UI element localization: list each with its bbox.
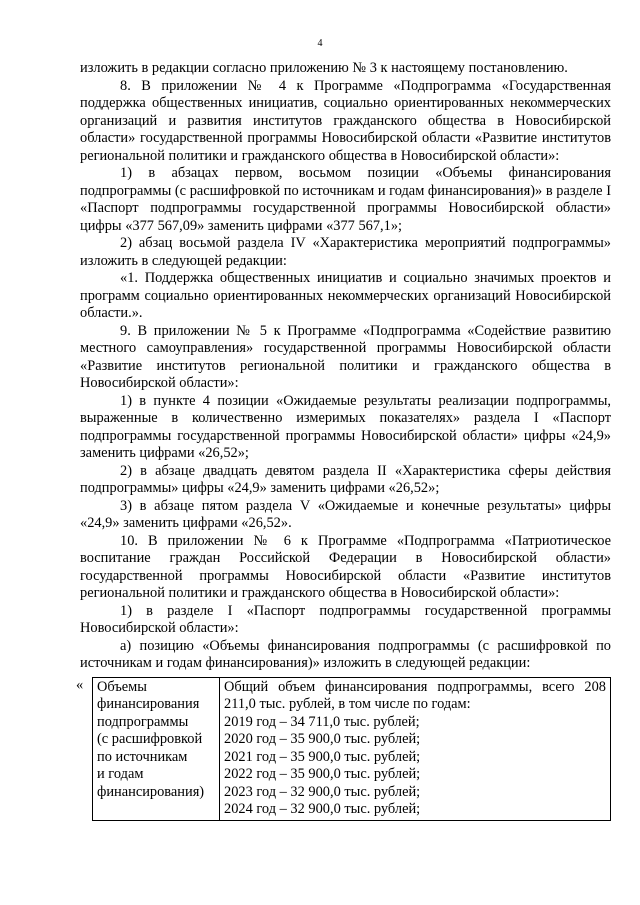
page-number: 4: [317, 38, 323, 49]
paragraph: 1) в пункте 4 позиции «Ожидаемые результаты реализации подпрограммы, выраженные в количественно измеримых показателях» раздела I «Паспорт подпрограммы государственной программы Новосибирской области» цифры «24,9» заменить цифрами «26,52»;: [80, 392, 611, 461]
paragraph: 10. В приложении № 6 к Программе «Подпрограмма «Патриотическое воспитание граждан Российской Федерации в Новосибирской области» государственной программы Новосибирской области «Развитие институтов региональной политики и гражданского общества в Новосибирской области»:: [80, 532, 611, 601]
year-line: 2024 год – 32 900,0 тыс. рублей;: [224, 801, 421, 817]
paragraph: 2) абзац восьмой раздела IV «Характеристика мероприятий подпрограммы» изложить в следующей редакции:: [80, 235, 611, 269]
label-line: и годам: [97, 766, 144, 782]
financing-table-block: [76, 676, 611, 845]
table-cell-value: [220, 677, 611, 820]
label-line: Объемы: [97, 678, 147, 695]
year-line: 2022 год – 35 900,0 тыс. рублей;: [224, 766, 421, 782]
paragraph: изложить в редакции согласно приложению № 3 к настоящему постановлению.: [80, 60, 568, 76]
paragraph: 8. В приложении № 4 к Программе «Подпрограмма «Государственная поддержка общественных инициатив, социально ориентированных некоммерческих организаций и развития институтов гражданского общества в Новосибирской области» государственной программы Новосибирской области «Развитие институтов региональной политики и гражданского общества в Новосибирской области»:: [80, 77, 611, 164]
paragraph: «1. Поддержка общественных инициатив и социально значимых проектов и программ социально ориентированных некоммерческих организаций Новосибирской области.».: [80, 270, 611, 321]
table-row: [93, 677, 611, 820]
table-cell-label: [93, 677, 220, 820]
paragraph: 1) в разделе I «Паспорт подпрограммы государственной программы Новосибирской области»:: [80, 602, 611, 636]
label-line: по источникам: [97, 748, 188, 765]
label-line: финансирования: [97, 696, 200, 712]
document-body: [76, 60, 611, 845]
year-line: 2019 год – 34 711,0 тыс. рублей;: [224, 713, 420, 730]
label-line: подпрограммы: [97, 713, 189, 730]
paragraph: 9. В приложении № 5 к Программе «Подпрограмма «Содействие развитию местного самоуправления» государственной программы Новосибирской области «Развитие институтов региональной политики и гражданского общества в Новосибирской области»:: [80, 322, 611, 391]
paragraph: 3) в абзаце пятом раздела V «Ожидаемые и конечные результаты» цифры «24,9» заменить цифрами «26,52».: [80, 497, 611, 531]
financing-total: Общий объем финансирования подпрограммы, всего 208 211,0 тыс. рублей, в том числе по годам:: [224, 678, 606, 712]
year-line: 2021 год – 35 900,0 тыс. рублей;: [224, 748, 421, 765]
paragraph: 1) в абзацах первом, восьмом позиции «Объемы финансирования подпрограммы (с расшифровкой по источникам и годам финансирования)» в разделе I «Паспорт подпрограммы государственной программы Новосибирской области» цифры «377 567,09» заменить цифрами «377 567,1»;: [80, 165, 611, 234]
financing-table: [92, 677, 611, 821]
label-line: (с расшифровкой: [97, 731, 203, 747]
label-line: финансирования): [97, 783, 205, 800]
opening-quote: «: [76, 676, 84, 693]
year-line: 2020 год – 35 900,0 тыс. рублей;: [224, 731, 421, 747]
paragraph: 2) в абзаце двадцать девятом раздела II «Характеристика сферы действия подпрограммы» цифры «24,9» заменить цифрами «26,52»;: [80, 462, 611, 496]
year-line: 2023 год – 32 900,0 тыс. рублей;: [224, 783, 421, 800]
paragraph: а) позицию «Объемы финансирования подпрограммы (с расшифровкой по источникам и годам финансирования)» изложить в следующей редакции:: [80, 637, 611, 671]
